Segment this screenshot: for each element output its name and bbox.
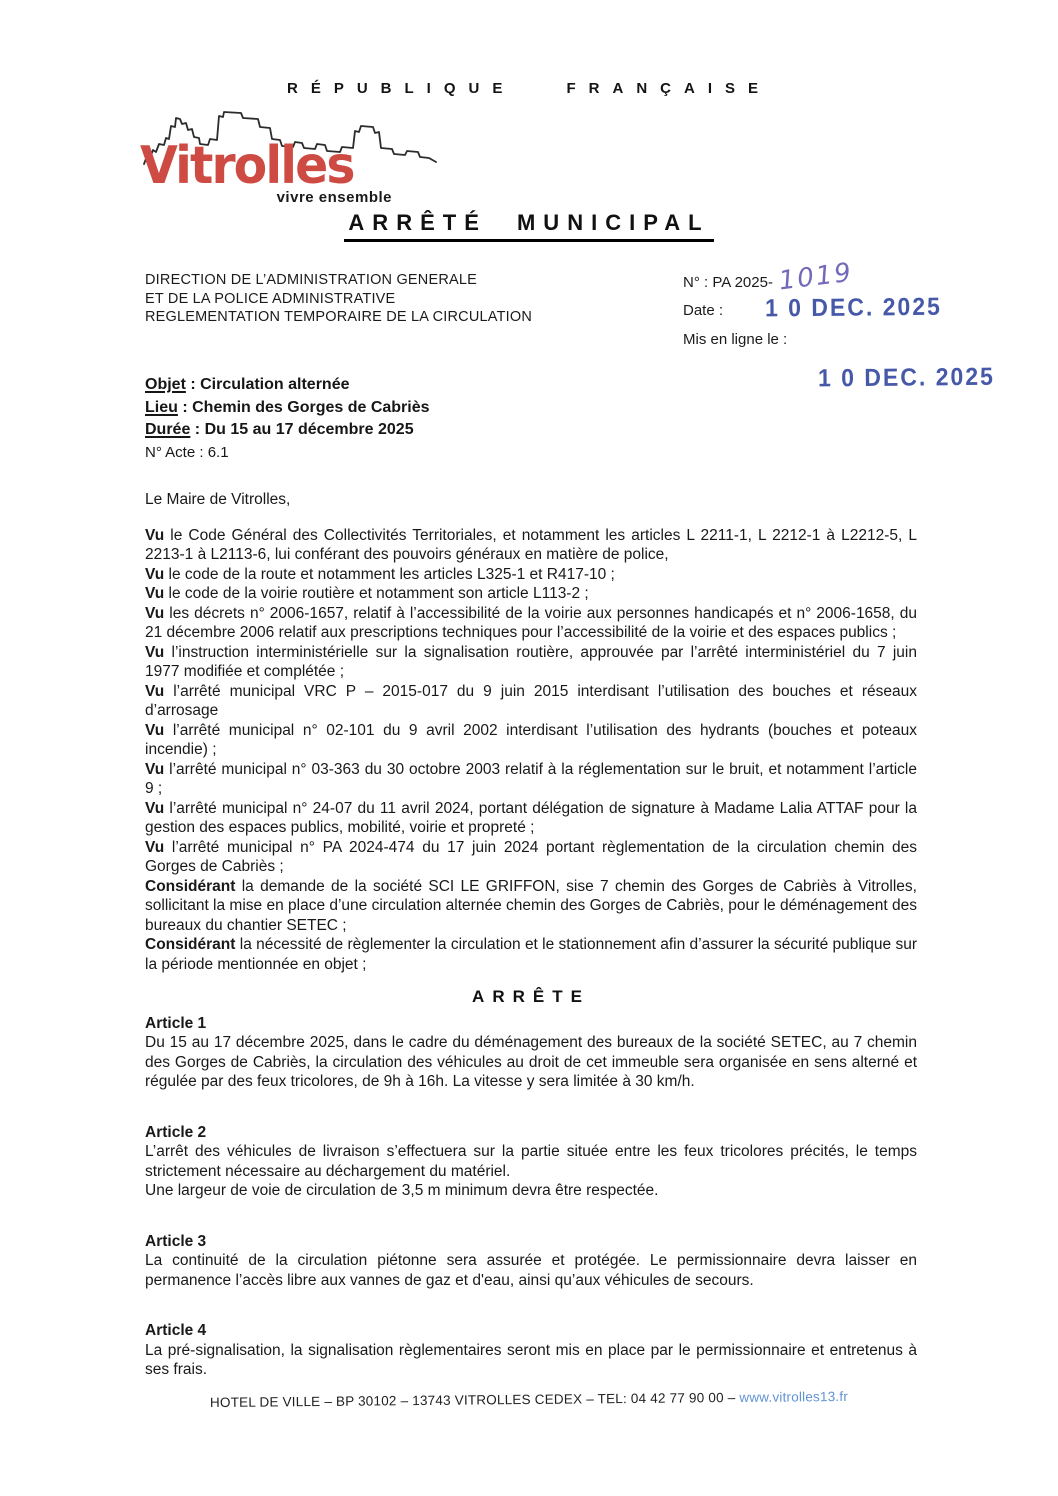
article-paragraph: L’arrêt des véhicules de livraison s’effectuera sur la partie située entre les feux tricolores précités, le temps strictement nécessaire au déchargement du matériel.: [145, 1143, 917, 1180]
number-handwritten: 1019: [777, 257, 855, 297]
subject-duree: Durée : Du 15 au 17 décembre 2025: [145, 421, 414, 438]
vitrolles-logo: [140, 104, 460, 206]
subject-lieu: Lieu : Chemin des Gorges de Cabriès: [145, 398, 430, 416]
online-label: Mis en ligne le :: [683, 331, 788, 348]
issuer-line: ET DE LA POLICE ADMINISTRATIVE: [145, 290, 396, 307]
preamble-paragraph: Vu l’arrêté municipal VRC P – 2015-017 du 9 juin 2015 interdisant l’utilisation des bouches et réseaux d’arrosage: [145, 682, 917, 719]
preamble-paragraph: Considérant la demande de la société SCI LE GRIFFON, sise 7 chemin des Gorges de Cabriès à Vitrolles, sollicitant la mise en place d’une circulation alternée chemin des Gorges de Cabriès, pour le déménagement des bureaux du chantier SETEC ;: [145, 877, 917, 934]
preamble-paragraph: Vu le code de la voirie routière et notamment son article L113-2 ;: [145, 585, 589, 602]
document-title: ARRÊTÉ MUNICIPAL: [0, 210, 1058, 242]
issuer-block: [145, 271, 532, 327]
footer: [0, 1387, 1058, 1412]
article-title: Article 4: [145, 1322, 207, 1339]
subject-objet: Objet : Circulation alternée: [145, 376, 350, 393]
issuer-line: DIRECTION DE L’ADMINISTRATION GENERALE: [145, 272, 478, 288]
article-title: Article 2: [145, 1123, 207, 1141]
logo-tagline: vivre ensemble: [276, 189, 392, 206]
salutation: Le Maire de Vitrolles,: [145, 491, 291, 508]
decree-heading: ARRÊTE: [472, 987, 590, 1006]
article-title: Article 1: [145, 1014, 207, 1032]
preamble: [145, 526, 917, 975]
article-title: Article 3: [145, 1232, 207, 1250]
footer-link[interactable]: www.vitrolles13.fr: [739, 1388, 849, 1405]
preamble-paragraph: Vu l’arrêté municipal n° 02-101 du 9 avril 2002 interdisant l’utilisation des hydrants (bouches et poteaux incendie) ;: [145, 721, 917, 758]
preamble-paragraph: Vu le code de la route et notamment les articles L325-1 et R417-10 ;: [145, 565, 615, 583]
republic-line: RÉPUBLIQUE FRANÇAISE: [286, 80, 771, 97]
subject-block: [145, 374, 430, 464]
document-body: [145, 490, 917, 1380]
preamble-paragraph: Vu les décrets n° 2006-1657, relatif à l’accessibilité de la voirie aux personnes handicapés et n° 2006-1658, du 21 décembre 2006 relatif aux prescriptions techniques pour l’accessibilité de la voirie et des espaces publics ;: [145, 604, 917, 641]
number-label: N° : PA 2025-: [683, 274, 773, 291]
date-label: Date :: [683, 302, 724, 319]
online-stamp: 1 0 DEC. 2025: [817, 362, 995, 392]
article-paragraph: Une largeur de voie de circulation de 3,5 m minimum devra être respectée.: [145, 1182, 659, 1199]
reference-block: [683, 257, 1053, 392]
issuer-line: REGLEMENTATION TEMPORAIRE DE LA CIRCULATION: [145, 309, 533, 325]
logo-name: Vitrolles: [140, 136, 354, 196]
preamble-paragraph: Considérant la nécessité de règlementer la circulation et le stationnement afin d’assurer la sécurité publique sur la période mentionnée en objet ;: [145, 936, 917, 973]
articles: [145, 1014, 917, 1380]
article-paragraph: La pré-signalisation, la signalisation règlementaires seront mis en place par le permissionnaire et entretenus à ses frais.: [145, 1341, 917, 1378]
preamble-paragraph: Vu l’instruction interministérielle sur la signalisation routière, approuvée par l’arrêté interministériel du 7 juin 1977 modifiée et complétée ;: [145, 643, 917, 680]
article-paragraph: Du 15 au 17 décembre 2025, dans le cadre du déménagement des bureaux de la société SETEC, au 7 chemin des Gorges de Cabriès, la circulation des véhicules au droit de cet immeuble sera organisée en sens alterné et régulée par des feux tricolores, de 9h à 16h. La vitesse y sera limitée à 30 km/h.: [145, 1034, 917, 1090]
preamble-paragraph: Vu le Code Général des Collectivités Territoriales, et notamment les articles L 2211-1, L 2212-1 à L2212-5, L 2213-1 à L2113-6, lui conférant des pouvoirs généraux en matière de police,: [145, 526, 917, 563]
footer-text: HOTEL DE VILLE – BP 30102 – 13743 VITROLLES CEDEX – TEL: 04 42 77 90 00 –: [209, 1389, 740, 1411]
date-stamp: 1 0 DEC. 2025: [764, 292, 943, 322]
preamble-paragraph: Vu l’arrêté municipal n° PA 2024-474 du 17 juin 2024 portant règlementation de la circulation chemin des Gorges de Cabriès ;: [145, 838, 917, 875]
reference-number: [683, 257, 1053, 297]
article-paragraph: La continuité de la circulation piétonne sera assurée et protégée. Le permissionnaire devra laisser en permanence l’accès libre aux vannes de gaz et d'eau, ainsi qu’aux véhicules de secours.: [145, 1252, 917, 1289]
preamble-paragraph: Vu l’arrêté municipal n° 24-07 du 11 avril 2024, portant délégation de signature à Madame Lalia ATTAF pour la gestion des espaces publics, mobilité, voirie et propreté ;: [145, 799, 917, 836]
preamble-paragraph: Vu l’arrêté municipal n° 03-363 du 30 octobre 2003 relatif à la réglementation sur le bruit, et notamment l’article 9 ;: [145, 760, 917, 797]
subject-acte: N° Acte : 6.1: [145, 443, 229, 461]
reference-date: [683, 292, 1053, 322]
